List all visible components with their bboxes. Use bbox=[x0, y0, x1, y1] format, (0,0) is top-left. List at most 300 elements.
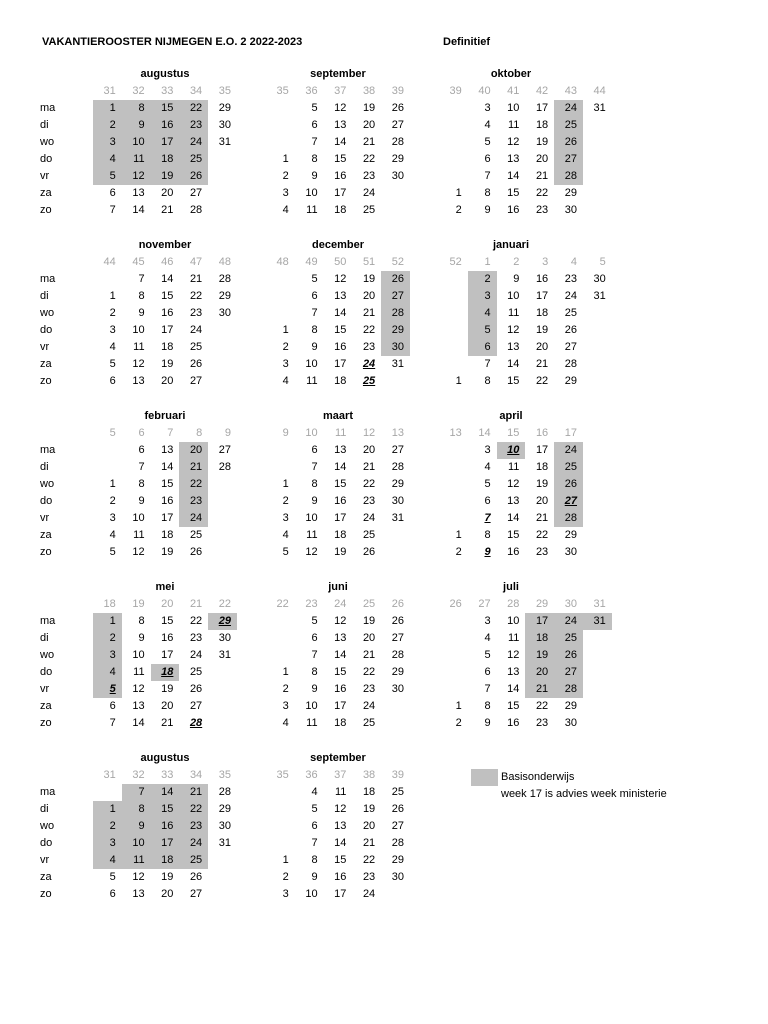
day-cell: 13 bbox=[507, 153, 520, 165]
day-cell: 18 bbox=[334, 375, 347, 387]
day-cell: 18 bbox=[151, 852, 180, 869]
legend-note: week 17 is advies week ministerie bbox=[501, 788, 667, 800]
day-cell: 9 bbox=[311, 170, 318, 182]
day-cell: 22 bbox=[362, 854, 376, 866]
day-cell: 13 bbox=[334, 444, 347, 456]
day-cell: 26 bbox=[391, 803, 404, 815]
day-cell: 23 bbox=[189, 307, 203, 319]
day-cell: 20 bbox=[362, 820, 376, 832]
day-cell: 16 bbox=[535, 273, 549, 285]
week-number: 34 bbox=[189, 769, 203, 781]
week-number: 12 bbox=[362, 427, 376, 439]
day-cell: 26 bbox=[189, 546, 203, 558]
week-number: 44 bbox=[593, 85, 606, 97]
week-number: 45 bbox=[132, 256, 145, 268]
week-number: 5 bbox=[599, 256, 606, 268]
day-cell: 12 bbox=[507, 649, 520, 661]
day-cell: 12 bbox=[132, 358, 145, 370]
day-cell: 8 bbox=[484, 700, 491, 712]
day-cell: 2 bbox=[93, 630, 122, 647]
empty-cell bbox=[266, 459, 295, 476]
day-cell: 29 bbox=[391, 478, 404, 490]
day-label-zo: zo bbox=[40, 204, 52, 216]
week-number: 48 bbox=[276, 256, 289, 268]
empty-cell bbox=[208, 339, 237, 356]
day-cell: 29 bbox=[564, 700, 577, 712]
empty-cell bbox=[439, 288, 468, 305]
empty-cell bbox=[208, 493, 237, 510]
day-cell: 30 bbox=[391, 170, 404, 182]
empty-cell bbox=[208, 681, 237, 698]
day-cell: 17 bbox=[161, 324, 174, 336]
day-cell: 6 bbox=[109, 375, 116, 387]
empty-cell bbox=[93, 271, 122, 288]
empty-cell bbox=[583, 698, 612, 715]
day-cell: 14 bbox=[161, 273, 174, 285]
day-cell: 18 bbox=[535, 307, 549, 319]
day-cell: 1 bbox=[455, 700, 462, 712]
week-number: 33 bbox=[161, 85, 174, 97]
empty-cell bbox=[266, 818, 295, 835]
empty-cell bbox=[208, 168, 237, 185]
empty-cell bbox=[266, 271, 295, 288]
day-cell: 21 bbox=[161, 204, 174, 216]
day-cell: 21 bbox=[535, 512, 549, 524]
empty-cell bbox=[208, 202, 237, 219]
day-cell: 6 bbox=[109, 700, 116, 712]
day-cell: 8 bbox=[484, 375, 491, 387]
day-cell: 21 bbox=[179, 784, 208, 801]
day-cell: 11 bbox=[133, 666, 145, 678]
day-cell: 30 bbox=[218, 307, 231, 319]
day-cell: 8 bbox=[122, 100, 151, 117]
empty-cell bbox=[208, 715, 237, 732]
day-cell: 9 bbox=[138, 307, 145, 319]
day-cell: 22 bbox=[189, 615, 203, 627]
day-cell: 2 bbox=[282, 170, 289, 182]
day-cell: 1 bbox=[455, 187, 462, 199]
day-cell: 3 bbox=[282, 512, 289, 524]
day-cell: 12 bbox=[305, 546, 318, 558]
day-cell: 26 bbox=[189, 358, 203, 370]
empty-cell bbox=[439, 442, 468, 459]
day-cell: 18 bbox=[525, 630, 554, 647]
day-cell: 14 bbox=[507, 170, 520, 182]
day-cell: 4 bbox=[484, 119, 491, 131]
day-cell: 29 bbox=[218, 803, 231, 815]
day-cell: 16 bbox=[151, 818, 180, 835]
day-cell: 5 bbox=[311, 803, 318, 815]
day-cell: 24 bbox=[179, 134, 208, 151]
day-cell: 13 bbox=[334, 119, 347, 131]
day-cell: 30 bbox=[593, 273, 606, 285]
day-cell: 22 bbox=[535, 375, 549, 387]
week-number: 46 bbox=[161, 256, 174, 268]
day-cell: 22 bbox=[362, 153, 376, 165]
day-cell: 17 bbox=[151, 835, 180, 852]
day-cell: 7 bbox=[311, 461, 318, 473]
week-number: 39 bbox=[391, 769, 404, 781]
day-cell: 29 bbox=[391, 153, 404, 165]
day-cell: 31 bbox=[593, 290, 606, 302]
day-cell: 23 bbox=[179, 493, 208, 510]
day-cell: 19 bbox=[362, 615, 376, 627]
week-number: 30 bbox=[564, 598, 577, 610]
day-cell: 14 bbox=[507, 512, 520, 524]
day-cell: 1 bbox=[93, 613, 122, 630]
week-number: 4 bbox=[570, 256, 577, 268]
day-cell: 7 bbox=[484, 683, 491, 695]
day-cell: 25 bbox=[362, 529, 376, 541]
empty-cell bbox=[208, 510, 237, 527]
day-labels bbox=[40, 784, 84, 903]
day-cell: 20 bbox=[161, 700, 174, 712]
day-cell: 10 bbox=[132, 324, 145, 336]
month-name: juni bbox=[328, 581, 348, 593]
day-label-ma: ma bbox=[40, 102, 56, 114]
day-cell: 4 bbox=[282, 204, 289, 216]
day-cell: 1 bbox=[282, 153, 289, 165]
month-name: februari bbox=[144, 410, 186, 422]
day-cell: 17 bbox=[525, 613, 554, 630]
day-cell: 31 bbox=[583, 613, 612, 630]
day-cell: 28 bbox=[218, 273, 231, 285]
empty-cell bbox=[266, 117, 295, 134]
day-cell: 2 bbox=[282, 341, 289, 353]
day-cell: 10 bbox=[305, 187, 318, 199]
day-cell: 15 bbox=[507, 529, 520, 541]
day-cell: 27 bbox=[554, 493, 583, 510]
day-cell: 3 bbox=[109, 324, 116, 336]
day-cell: 12 bbox=[132, 546, 145, 558]
day-cell: 25 bbox=[391, 786, 404, 798]
day-cell: 5 bbox=[109, 871, 116, 883]
week-number: 40 bbox=[478, 85, 491, 97]
day-cell: 28 bbox=[554, 168, 583, 185]
day-cell: 17 bbox=[334, 512, 347, 524]
day-cell: 16 bbox=[334, 683, 347, 695]
month-block-juli bbox=[439, 579, 606, 732]
week-number: 3 bbox=[542, 256, 549, 268]
empty-cell bbox=[439, 151, 468, 168]
day-cell: 8 bbox=[138, 478, 145, 490]
empty-cell bbox=[439, 271, 468, 288]
status-label: Definitief bbox=[443, 36, 491, 48]
day-cell: 29 bbox=[564, 375, 577, 387]
day-cell: 23 bbox=[362, 683, 376, 695]
empty-cell bbox=[583, 117, 612, 134]
day-cell: 9 bbox=[311, 871, 318, 883]
day-cell: 2 bbox=[109, 307, 116, 319]
day-cell: 31 bbox=[218, 136, 231, 148]
month-name: mei bbox=[155, 581, 175, 593]
week-number: 36 bbox=[305, 769, 318, 781]
day-cell: 5 bbox=[109, 358, 116, 370]
empty-cell bbox=[583, 664, 612, 681]
day-cell: 2 bbox=[109, 495, 116, 507]
empty-cell bbox=[583, 322, 612, 339]
day-cell: 19 bbox=[151, 168, 180, 185]
day-cell: 2 bbox=[455, 546, 462, 558]
day-label-za: za bbox=[40, 358, 52, 370]
empty-cell bbox=[583, 715, 612, 732]
day-cell: 13 bbox=[507, 495, 520, 507]
day-cell: 10 bbox=[122, 835, 151, 852]
week-number: 31 bbox=[103, 769, 116, 781]
day-cell: 14 bbox=[507, 358, 520, 370]
day-label-za: za bbox=[40, 871, 52, 883]
week-number: 35 bbox=[218, 769, 231, 781]
empty-cell bbox=[266, 801, 295, 818]
month-block-april bbox=[439, 408, 583, 561]
month-block-augustus bbox=[93, 66, 237, 219]
day-cell: 15 bbox=[334, 478, 347, 490]
month-name: december bbox=[312, 239, 364, 251]
day-cell: 20 bbox=[535, 495, 549, 507]
day-cell: 26 bbox=[391, 615, 404, 627]
week-number: 1 bbox=[484, 256, 491, 268]
day-cell: 27 bbox=[391, 119, 404, 131]
day-cell: 21 bbox=[362, 837, 376, 849]
empty-cell bbox=[266, 630, 295, 647]
day-cell: 22 bbox=[535, 529, 549, 541]
day-cell: 24 bbox=[362, 358, 376, 370]
day-cell: 3 bbox=[109, 512, 116, 524]
day-cell: 7 bbox=[484, 170, 491, 182]
day-cell: 16 bbox=[151, 117, 180, 134]
week-number: 5 bbox=[109, 427, 116, 439]
week-number: 9 bbox=[282, 427, 289, 439]
empty-cell bbox=[381, 202, 410, 219]
empty-cell bbox=[583, 647, 612, 664]
week-number: 35 bbox=[276, 85, 289, 97]
day-cell: 27 bbox=[381, 288, 410, 305]
day-cell: 31 bbox=[391, 358, 404, 370]
day-cell: 25 bbox=[189, 666, 203, 678]
day-cell: 19 bbox=[161, 871, 174, 883]
week-number: 41 bbox=[507, 85, 520, 97]
day-cell: 11 bbox=[306, 529, 318, 541]
empty-cell bbox=[93, 784, 122, 801]
day-cell: 23 bbox=[535, 546, 549, 558]
day-cell: 6 bbox=[484, 666, 491, 678]
day-cell: 21 bbox=[362, 649, 376, 661]
empty-cell bbox=[93, 459, 122, 476]
day-cell: 23 bbox=[535, 717, 549, 729]
day-cell: 5 bbox=[484, 136, 491, 148]
empty-cell bbox=[208, 544, 237, 561]
day-cell: 5 bbox=[484, 478, 491, 490]
day-cell: 15 bbox=[334, 666, 347, 678]
day-cell: 20 bbox=[362, 632, 376, 644]
day-label-wo: wo bbox=[40, 478, 55, 490]
empty-cell bbox=[266, 784, 295, 801]
empty-cell bbox=[381, 698, 410, 715]
day-cell: 15 bbox=[507, 700, 520, 712]
empty-cell bbox=[208, 886, 237, 903]
day-cell: 10 bbox=[305, 888, 318, 900]
day-cell: 23 bbox=[564, 273, 577, 285]
day-cell: 30 bbox=[391, 683, 404, 695]
empty-cell bbox=[381, 886, 410, 903]
day-cell: 20 bbox=[362, 119, 376, 131]
week-number: 16 bbox=[535, 427, 549, 439]
day-cell: 17 bbox=[334, 700, 347, 712]
day-cell: 1 bbox=[282, 854, 289, 866]
day-cell: 10 bbox=[497, 442, 526, 459]
day-cell: 16 bbox=[507, 204, 520, 216]
month-block-juni bbox=[266, 579, 410, 732]
month-block-maart bbox=[266, 408, 410, 561]
week-number: 26 bbox=[391, 598, 404, 610]
day-cell: 31 bbox=[218, 837, 231, 849]
week-number: 52 bbox=[449, 256, 462, 268]
day-cell: 8 bbox=[122, 801, 151, 818]
week-number: 13 bbox=[391, 427, 404, 439]
day-cell: 20 bbox=[179, 442, 208, 459]
day-cell: 13 bbox=[132, 700, 145, 712]
week-number: 19 bbox=[132, 598, 145, 610]
day-cell: 27 bbox=[189, 187, 203, 199]
day-cell: 11 bbox=[334, 786, 347, 798]
day-label-di: di bbox=[40, 119, 49, 131]
day-cell: 13 bbox=[132, 888, 145, 900]
empty-cell bbox=[266, 835, 295, 852]
day-cell: 4 bbox=[484, 632, 491, 644]
day-cell: 25 bbox=[564, 307, 577, 319]
empty-cell bbox=[208, 664, 237, 681]
week-number: 13 bbox=[449, 427, 462, 439]
day-cell: 12 bbox=[122, 168, 151, 185]
empty-cell bbox=[381, 544, 410, 561]
day-cell: 24 bbox=[554, 442, 583, 459]
day-cell: 9 bbox=[484, 717, 491, 729]
day-label-wo: wo bbox=[40, 820, 55, 832]
day-cell: 23 bbox=[535, 204, 549, 216]
day-cell: 5 bbox=[311, 273, 318, 285]
day-cell: 9 bbox=[311, 341, 318, 353]
day-cell: 11 bbox=[507, 461, 520, 473]
day-cell: 3 bbox=[93, 835, 122, 852]
day-cell: 9 bbox=[513, 273, 520, 285]
empty-cell bbox=[439, 134, 468, 151]
day-cell: 22 bbox=[362, 478, 376, 490]
day-cell: 26 bbox=[381, 271, 410, 288]
day-cell: 3 bbox=[282, 187, 289, 199]
day-cell: 16 bbox=[334, 871, 347, 883]
day-cell: 28 bbox=[391, 837, 404, 849]
empty-cell bbox=[208, 356, 237, 373]
empty-cell bbox=[439, 630, 468, 647]
empty-cell bbox=[381, 715, 410, 732]
day-cell: 26 bbox=[391, 102, 404, 114]
day-cell: 20 bbox=[161, 187, 174, 199]
day-cell: 15 bbox=[334, 153, 347, 165]
empty-cell bbox=[583, 630, 612, 647]
day-cell: 20 bbox=[525, 664, 554, 681]
day-cell: 3 bbox=[468, 288, 497, 305]
day-cell: 9 bbox=[484, 546, 491, 558]
week-number: 26 bbox=[449, 598, 462, 610]
day-cell: 3 bbox=[282, 358, 289, 370]
day-cell: 16 bbox=[161, 307, 174, 319]
week-number: 24 bbox=[334, 598, 347, 610]
day-cell: 21 bbox=[179, 459, 208, 476]
day-cell: 30 bbox=[564, 546, 577, 558]
day-cell: 18 bbox=[151, 664, 180, 681]
day-cell: 2 bbox=[468, 271, 497, 288]
day-cell: 21 bbox=[362, 136, 376, 148]
day-cell: 9 bbox=[122, 117, 151, 134]
week-number: 8 bbox=[196, 427, 203, 439]
day-cell: 21 bbox=[362, 307, 376, 319]
day-label-di: di bbox=[40, 632, 49, 644]
empty-cell bbox=[583, 681, 612, 698]
day-cell: 17 bbox=[161, 649, 174, 661]
day-cell: 17 bbox=[535, 290, 549, 302]
day-cell: 9 bbox=[484, 204, 491, 216]
empty-cell bbox=[439, 647, 468, 664]
day-cell: 6 bbox=[311, 820, 318, 832]
day-cell: 3 bbox=[282, 888, 289, 900]
day-label-zo: zo bbox=[40, 888, 52, 900]
day-cell: 11 bbox=[133, 341, 145, 353]
day-cell: 19 bbox=[161, 358, 174, 370]
day-cell: 18 bbox=[151, 151, 180, 168]
day-label-zo: zo bbox=[40, 717, 52, 729]
day-cell: 19 bbox=[535, 478, 549, 490]
day-cell: 18 bbox=[535, 461, 549, 473]
day-cell: 10 bbox=[507, 290, 520, 302]
day-cell: 30 bbox=[564, 717, 577, 729]
week-number: 49 bbox=[305, 256, 318, 268]
day-cell: 14 bbox=[507, 683, 520, 695]
day-cell: 17 bbox=[334, 358, 347, 370]
day-cell: 13 bbox=[132, 375, 145, 387]
day-cell: 25 bbox=[362, 717, 376, 729]
legend-swatch bbox=[471, 769, 498, 786]
day-cell: 14 bbox=[334, 649, 347, 661]
day-label-do: do bbox=[40, 666, 53, 678]
month-name: september bbox=[310, 68, 366, 80]
day-cell: 11 bbox=[507, 119, 520, 131]
week-number: 38 bbox=[362, 769, 376, 781]
day-cell: 9 bbox=[138, 632, 145, 644]
empty-cell bbox=[439, 493, 468, 510]
week-number: 2 bbox=[513, 256, 520, 268]
day-cell: 26 bbox=[554, 134, 583, 151]
day-cell: 11 bbox=[133, 529, 145, 541]
month-name: juli bbox=[503, 581, 519, 593]
day-cell: 28 bbox=[564, 358, 577, 370]
day-cell: 1 bbox=[282, 478, 289, 490]
empty-cell bbox=[583, 134, 612, 151]
week-number: 52 bbox=[391, 256, 404, 268]
day-cell: 1 bbox=[93, 801, 122, 818]
empty-cell bbox=[583, 356, 612, 373]
week-number: 36 bbox=[305, 85, 318, 97]
week-number: 42 bbox=[535, 85, 549, 97]
day-label-di: di bbox=[40, 803, 49, 815]
day-cell: 29 bbox=[391, 666, 404, 678]
empty-cell bbox=[439, 681, 468, 698]
day-cell: 7 bbox=[138, 273, 145, 285]
day-cell: 24 bbox=[362, 512, 376, 524]
day-cell: 6 bbox=[468, 339, 497, 356]
day-cell: 1 bbox=[282, 324, 289, 336]
day-cell: 2 bbox=[282, 683, 289, 695]
day-cell: 6 bbox=[311, 632, 318, 644]
